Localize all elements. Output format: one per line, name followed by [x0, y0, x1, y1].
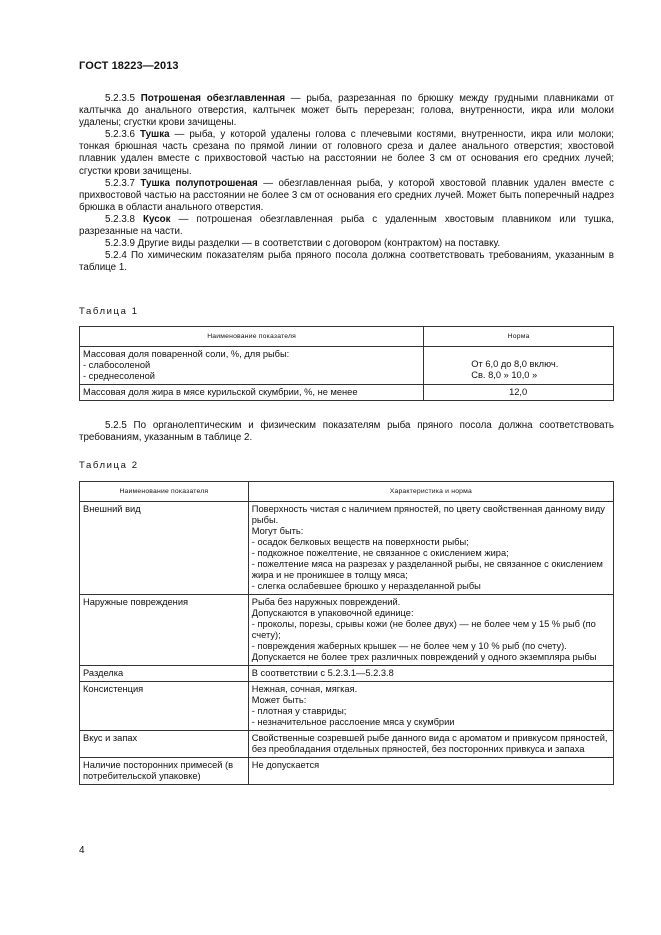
table-cell: В соответствии с 5.2.3.1—5.2.3.8 — [248, 666, 613, 682]
table-row — [80, 731, 614, 758]
table-cell: Массовая доля жира в мясе курильской скумбрии, %, не менее — [80, 385, 424, 401]
paragraph-5-2-3-9: 5.2.3.9 Другие виды разделки — в соответствии с договором (контрактом) на поставку. — [105, 238, 501, 250]
clause-number: 5.2.3.8 — [105, 213, 135, 225]
paragraph-5-2-3-5 — [79, 93, 614, 129]
paragraph-5-2-5: 5.2.5 По органолептическим и физическим показателям рыба пряного посола должна соответствовать требованиям, указанным в таблице 2. — [79, 420, 614, 444]
definition: — рыба, разрезанная по брюшку между грудными плавниками от калтычка до анального отверстия, калтычек может быть перерезан; голова, внутренности, икра или молоки удалены; сгустки крови зачищены. — [79, 93, 614, 129]
paragraph-5-2-4: 5.2.4 По химическим показателям рыба пряного посола должна соответствовать требованиям, указанным в таблице 1. — [79, 250, 614, 274]
table-cell: Вкус и запах — [80, 731, 249, 758]
clause-number: 5.2.3.5 — [105, 93, 135, 104]
clause-number: 5.2.3.7 — [105, 177, 135, 189]
column-header: Наименование показателя — [80, 327, 424, 347]
table-2 — [79, 481, 614, 785]
table-cell: Наличие посторонних примесей (в потребительской упаковке) — [80, 758, 249, 785]
table1-caption: Таблица 1 — [79, 306, 139, 317]
table-cell: Наружные повреждения — [80, 595, 249, 666]
term: Потрошеная обезглавленная — [140, 93, 286, 104]
body-text — [79, 93, 614, 274]
table-header-row — [80, 327, 614, 347]
table-1 — [79, 326, 614, 401]
table-cell: 12,0 — [424, 385, 614, 401]
term: Тушка полупотрошеная — [140, 177, 258, 189]
table-row — [80, 347, 614, 385]
column-header: Наименование показателя — [80, 482, 249, 502]
table-cell: Поверхность чистая с наличием пряностей, по цвету свойственная данному виду рыбы. Могут быть: - осадок белковых веществ на поверхности рыбы; - подкожное пожелтение, не связанное с окислением жира; - пожелтение мяса на разрезах у разделанной рыбы, не связанное с окислением жира и не проникшее в толщу мяса; - слегка ослабевшее брюшко у неразделанной рыбы — [248, 502, 613, 595]
term: Тушка — [139, 129, 170, 141]
table2-caption: Таблица 2 — [79, 460, 139, 471]
table-row — [80, 758, 614, 785]
term: Кусок — [143, 213, 171, 225]
paragraph-5-2-3-7 — [79, 178, 614, 214]
body-text-2 — [79, 420, 614, 444]
table-cell: Разделка — [80, 666, 249, 682]
table-row — [80, 502, 614, 595]
clause-number: 5.2.3.6 — [105, 129, 135, 141]
definition: — обезглавленная рыба, у которой хвостовой плавник удален вместе с прихвостовой частью на расстоянии не более 3 см от основания его средних лучей. Может быть поперечный надрез брюшка в области анального отверстия. — [79, 177, 614, 213]
document-header: ГОСТ 18223—2013 — [79, 60, 179, 72]
table-cell: Рыба без наружных повреждений. Допускаются в упаковочной единице: - проколы, порезы, срывы кожи (не более двух) — не более чем у 15 % рыб (по счету); - повреждения жаберных крышек — не более чем у 10 % рыб (по счету). Допускается не более трех различных повреждений у одного экземпляра рыбы — [248, 595, 613, 666]
table-cell: Не допускается — [248, 758, 613, 785]
paragraph-5-2-3-8 — [79, 214, 614, 238]
table-row — [80, 682, 614, 731]
definition: — рыба, у которой удалены голова с плечевыми костями, внутренности, икра или молоки; тонкая брюшная часть срезана по прямой линии от головного среза и далее анального отверстия; хвостовой плавник удален вместе с прихвостовой частью на расстоянии не более 3 см от основания его средних лучей; сгустки крови зачищены. — [79, 129, 615, 177]
definition: — потрошеная обезглавленная рыба с удаленным хвостовым плавником или тушка, разрезанные на части. — [79, 213, 614, 238]
table-cell: От 6,0 до 8,0 включ. Св. 8,0 » 10,0 » — [424, 347, 614, 385]
table-header-row — [80, 482, 614, 502]
table-cell: Массовая доля поваренной соли, %, для рыбы: - слабосоленой - среднесоленой — [80, 347, 424, 385]
table-cell: Свойственные созревшей рыбе данного вида с ароматом и привкусом пряностей, без преобладания отдельных пряностей, без посторонних привкуса и запаха — [248, 731, 613, 758]
table-row — [80, 385, 614, 401]
column-header: Характеристика и норма — [248, 482, 613, 502]
page-number: 4 — [79, 845, 85, 856]
table-cell: Консистенция — [80, 682, 249, 731]
table-cell: Внешний вид — [80, 502, 249, 595]
table-row — [80, 666, 614, 682]
column-header: Норма — [424, 327, 614, 347]
table-cell: Нежная, сочная, мягкая. Может быть: - плотная у ставриды; - незначительное расслоение мяса у скумбрии — [248, 682, 613, 731]
paragraph-5-2-3-6 — [79, 129, 614, 177]
table-row — [80, 595, 614, 666]
